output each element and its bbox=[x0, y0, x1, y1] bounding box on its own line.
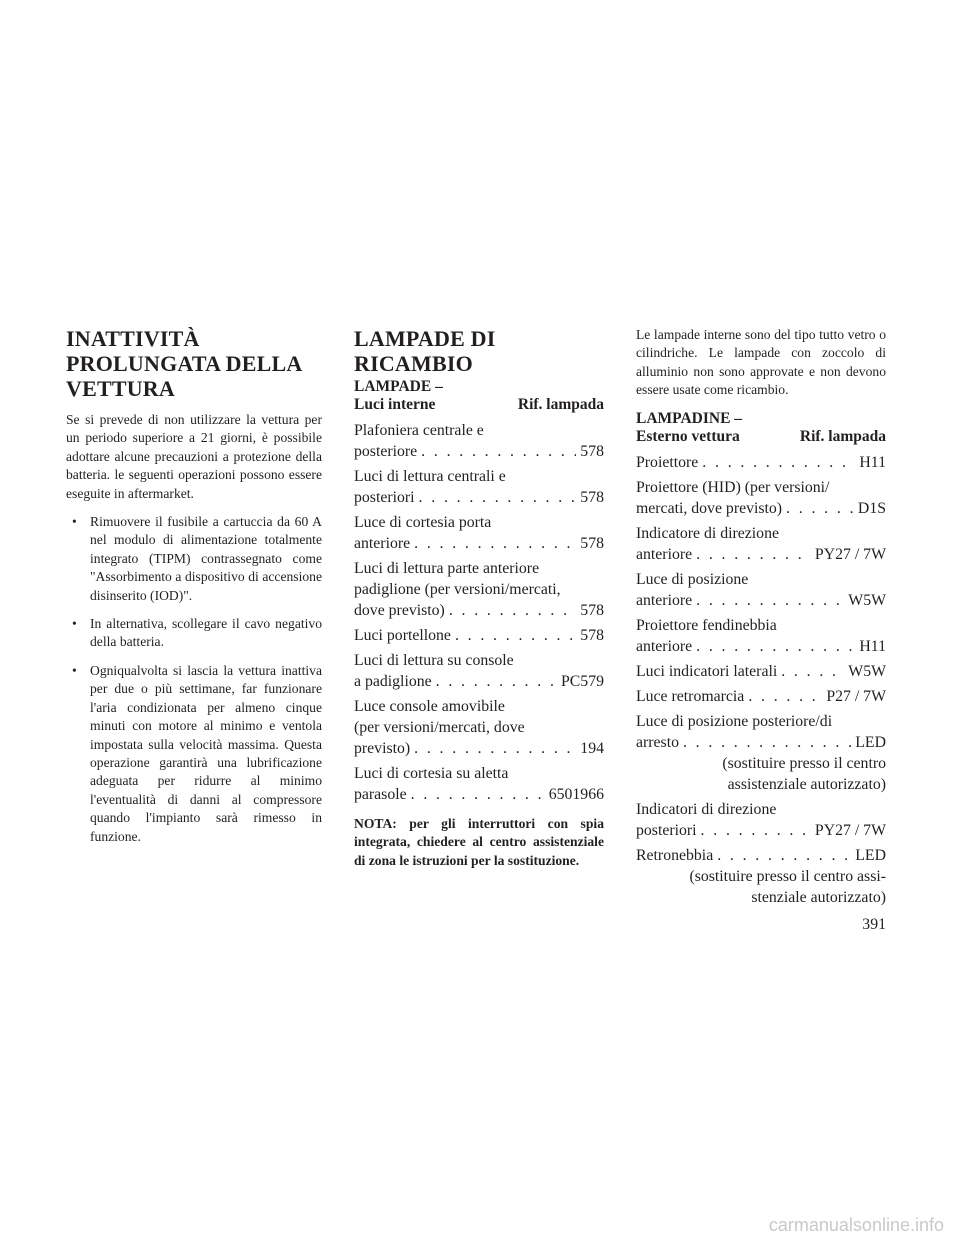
bulb-code: LED bbox=[855, 733, 886, 751]
dot-leader bbox=[696, 590, 844, 611]
list-item bbox=[66, 662, 322, 846]
entry-label: Retronebbia bbox=[636, 846, 714, 864]
entry-note: (sostituire presso il centro assi- bbox=[689, 867, 886, 885]
entry-leader-line bbox=[636, 820, 886, 841]
dot-leader bbox=[696, 544, 811, 565]
entry-label-line: Luce di posizione posteriore/di bbox=[636, 712, 833, 730]
entry-leader-line bbox=[354, 625, 604, 646]
list-item bbox=[66, 615, 322, 652]
section-title-inattivita bbox=[66, 326, 322, 401]
table-row bbox=[354, 625, 604, 646]
table-row bbox=[354, 558, 604, 621]
entry-leader-line bbox=[636, 686, 886, 707]
dot-leader bbox=[786, 498, 854, 519]
entry-label: posteriori bbox=[354, 489, 415, 506]
dot-leader bbox=[781, 661, 844, 682]
entry-label: a padiglione bbox=[354, 673, 432, 690]
exterior-bulb-list bbox=[636, 452, 886, 908]
entry-leader-line bbox=[354, 533, 604, 554]
nota-text: NOTA: per gli interruttori con spia integrata, chiedere al centro assistenziale di zona le istruzioni per la sostituzione. bbox=[354, 816, 604, 868]
dot-leader bbox=[449, 600, 576, 621]
entry-label: posteriori bbox=[636, 821, 697, 839]
table-row bbox=[636, 845, 886, 908]
entry-label-line: Indicatore di direzione bbox=[636, 524, 779, 542]
table-header-interior bbox=[354, 378, 604, 414]
entry-leader-line bbox=[636, 498, 886, 519]
entry-leader-line bbox=[636, 845, 886, 866]
entry-label-line: Luce console amovibile bbox=[354, 698, 505, 715]
entry-label: anteriore bbox=[636, 545, 693, 563]
entry-label: arresto bbox=[636, 733, 679, 751]
entry-label-line: Luce di posizione bbox=[636, 570, 749, 588]
title-line: VETTURA bbox=[66, 376, 175, 401]
table-row bbox=[636, 661, 886, 682]
dot-leader bbox=[748, 686, 822, 707]
entry-leader-line bbox=[636, 636, 886, 657]
dot-leader bbox=[414, 533, 576, 554]
entry-leader-line bbox=[636, 661, 886, 682]
entry-label: Proiettore bbox=[636, 453, 699, 471]
bulb-code: 6501966 bbox=[548, 786, 604, 803]
entry-label: anteriore bbox=[354, 535, 411, 552]
bulb-code: PY27 / 7W bbox=[814, 545, 886, 563]
page-number: 391 bbox=[862, 916, 886, 933]
bulb-code: 194 bbox=[580, 740, 604, 757]
intro-paragraph: Se si prevede di non utilizzare la vettura per un periodo superiore a 21 giorni, è possibile adottare alcune precauzioni a protezione della batteria. le seguenti operazioni possono essere eseguite in aftermarket. bbox=[66, 412, 322, 501]
column-header-left: Esterno vettura bbox=[636, 427, 740, 445]
dot-leader bbox=[683, 732, 851, 753]
bulb-code: 578 bbox=[580, 535, 604, 552]
entry-label: dove previsto) bbox=[354, 602, 445, 619]
entry-leader-line bbox=[354, 671, 604, 692]
dot-leader bbox=[411, 784, 545, 805]
entry-label-line: Proiettore (HID) (per versioni/ bbox=[636, 478, 830, 496]
entry-label: anteriore bbox=[636, 591, 693, 609]
interior-bulb-note: Le lampade interne sono del tipo tutto vetro o cilindriche. Le lampade con zoccolo di alluminio non sono approvate e non devono essere usate come ricambio. bbox=[636, 327, 886, 398]
entry-label: parasole bbox=[354, 786, 407, 803]
bulb-code: PY27 / 7W bbox=[814, 821, 886, 839]
entry-leader-line bbox=[636, 590, 886, 611]
entry-leader-line bbox=[354, 738, 604, 759]
bullet-icon: • bbox=[72, 662, 77, 678]
entry-label-line: Indicatori di direzione bbox=[636, 800, 777, 818]
bulb-code: H11 bbox=[859, 453, 886, 471]
dot-leader bbox=[455, 625, 576, 646]
subhead-line2 bbox=[636, 428, 886, 446]
bulb-code: W5W bbox=[848, 591, 886, 609]
bulb-code: P27 / 7W bbox=[826, 687, 886, 705]
dot-leader bbox=[436, 671, 557, 692]
bulb-code: H11 bbox=[859, 637, 886, 655]
column-header-right: Rif. lampada bbox=[517, 396, 604, 413]
dot-leader bbox=[421, 441, 576, 462]
entry-label: anteriore bbox=[636, 637, 693, 655]
section-title-lampade: LAMPADE DI RICAMBIO bbox=[354, 326, 496, 376]
table-row bbox=[636, 569, 886, 611]
table-row bbox=[354, 763, 604, 805]
entry-leader-line bbox=[354, 600, 604, 621]
bulb-code: D1S bbox=[857, 499, 886, 517]
entry-leader-line bbox=[354, 784, 604, 805]
entry-label: Luci portellone bbox=[354, 627, 451, 644]
bullet-list bbox=[66, 513, 322, 846]
entry-label: previsto) bbox=[354, 740, 411, 757]
middle-column bbox=[354, 326, 604, 870]
entry-leader-line bbox=[636, 732, 886, 753]
table-row bbox=[354, 420, 604, 462]
left-column bbox=[66, 326, 322, 856]
column-header-left: Luci interne bbox=[354, 396, 436, 413]
column-header-right: Rif. lampada bbox=[799, 427, 886, 445]
table-row bbox=[354, 650, 604, 692]
title-line: INATTIVITÀ bbox=[66, 326, 200, 351]
entry-label-line: Luci di lettura parte anteriore bbox=[354, 560, 540, 577]
dot-leader bbox=[717, 845, 851, 866]
dot-leader bbox=[696, 636, 855, 657]
table-row bbox=[636, 477, 886, 519]
entry-label-line: Luci di lettura su console bbox=[354, 652, 514, 669]
table-row bbox=[354, 466, 604, 508]
entry-label: Luce retromarcia bbox=[636, 687, 745, 705]
subhead-line1: LAMPADINE – bbox=[636, 409, 743, 427]
table-row bbox=[636, 523, 886, 565]
entry-label: mercati, dove previsto) bbox=[636, 499, 783, 517]
table-row bbox=[636, 711, 886, 795]
entry-leader-line bbox=[354, 487, 604, 508]
table-row bbox=[636, 799, 886, 841]
watermark: carmanualsonline.info bbox=[768, 1215, 944, 1235]
bulb-code: PC579 bbox=[560, 673, 604, 690]
bullet-text: Ogniqualvolta si lascia la vettura inattiva per due o più settimane, far funzionare l'aria condizionata per almeno cinque minuti con motore al minimo e ventola impostata sulla velocità massima. Questa operazione garantirà una lubrificazione adeguata per ridurre al minimo l'eventualità di danni al compressore quando l'impianto sarà rimesso in funzione. bbox=[90, 662, 322, 844]
dot-leader bbox=[414, 738, 576, 759]
table-row bbox=[354, 696, 604, 759]
bulb-code: LED bbox=[855, 846, 886, 864]
table-row bbox=[636, 686, 886, 707]
subhead-line2 bbox=[354, 396, 604, 414]
entry-label-line: Plafoniera centrale e bbox=[354, 422, 484, 439]
entry-label-line: (per versioni/mercati, dove bbox=[354, 719, 525, 736]
entry-leader-line bbox=[354, 441, 604, 462]
table-row bbox=[354, 512, 604, 554]
bulb-code: 578 bbox=[580, 489, 604, 506]
dot-leader bbox=[419, 487, 577, 508]
list-item bbox=[66, 513, 322, 605]
entry-note: (sostituire presso il centro bbox=[722, 754, 886, 772]
entry-label: Luci indicatori laterali bbox=[636, 662, 778, 680]
dot-leader bbox=[701, 820, 811, 841]
entry-label-line: Proiettore fendinebbia bbox=[636, 616, 777, 634]
subhead-line1: LAMPADE – bbox=[354, 378, 443, 395]
bulb-code: 578 bbox=[580, 627, 604, 644]
entry-label-line: Luci di cortesia su aletta bbox=[354, 765, 509, 782]
bullet-text: Rimuovere il fusibile a cartuccia da 60 A nel modulo di alimentazione totalmente integrato (TIPM) contrassegnato come "Assorbimento a dispositivo di accensione disinserito (IOD)". bbox=[90, 514, 322, 603]
right-column bbox=[636, 326, 886, 912]
dot-leader bbox=[702, 452, 855, 473]
table-row bbox=[636, 452, 886, 473]
entry-label: posteriore bbox=[354, 443, 418, 460]
bullet-text: In alternativa, scollegare il cavo negativo della batteria. bbox=[90, 616, 322, 650]
entry-label-line: Luce di cortesia porta bbox=[354, 514, 492, 531]
title-line: PROLUNGATA DELLA bbox=[66, 351, 303, 376]
bulb-code: 578 bbox=[580, 443, 604, 460]
entry-note: assistenziale autorizzato) bbox=[727, 775, 886, 793]
table-row bbox=[636, 615, 886, 657]
entry-note: stenziale autorizzato) bbox=[751, 888, 886, 906]
interior-bulb-list bbox=[354, 420, 604, 805]
bullet-icon: • bbox=[72, 616, 77, 632]
entry-leader-line bbox=[636, 544, 886, 565]
entry-leader-line bbox=[636, 452, 886, 473]
table-header-exterior bbox=[636, 410, 886, 446]
bullet-icon: • bbox=[72, 514, 77, 530]
entry-label-line: padiglione (per versioni/mercati, bbox=[354, 581, 561, 598]
entry-label-line: Luci di lettura centrali e bbox=[354, 468, 506, 485]
bulb-code: 578 bbox=[580, 602, 604, 619]
bulb-code: W5W bbox=[848, 662, 886, 680]
